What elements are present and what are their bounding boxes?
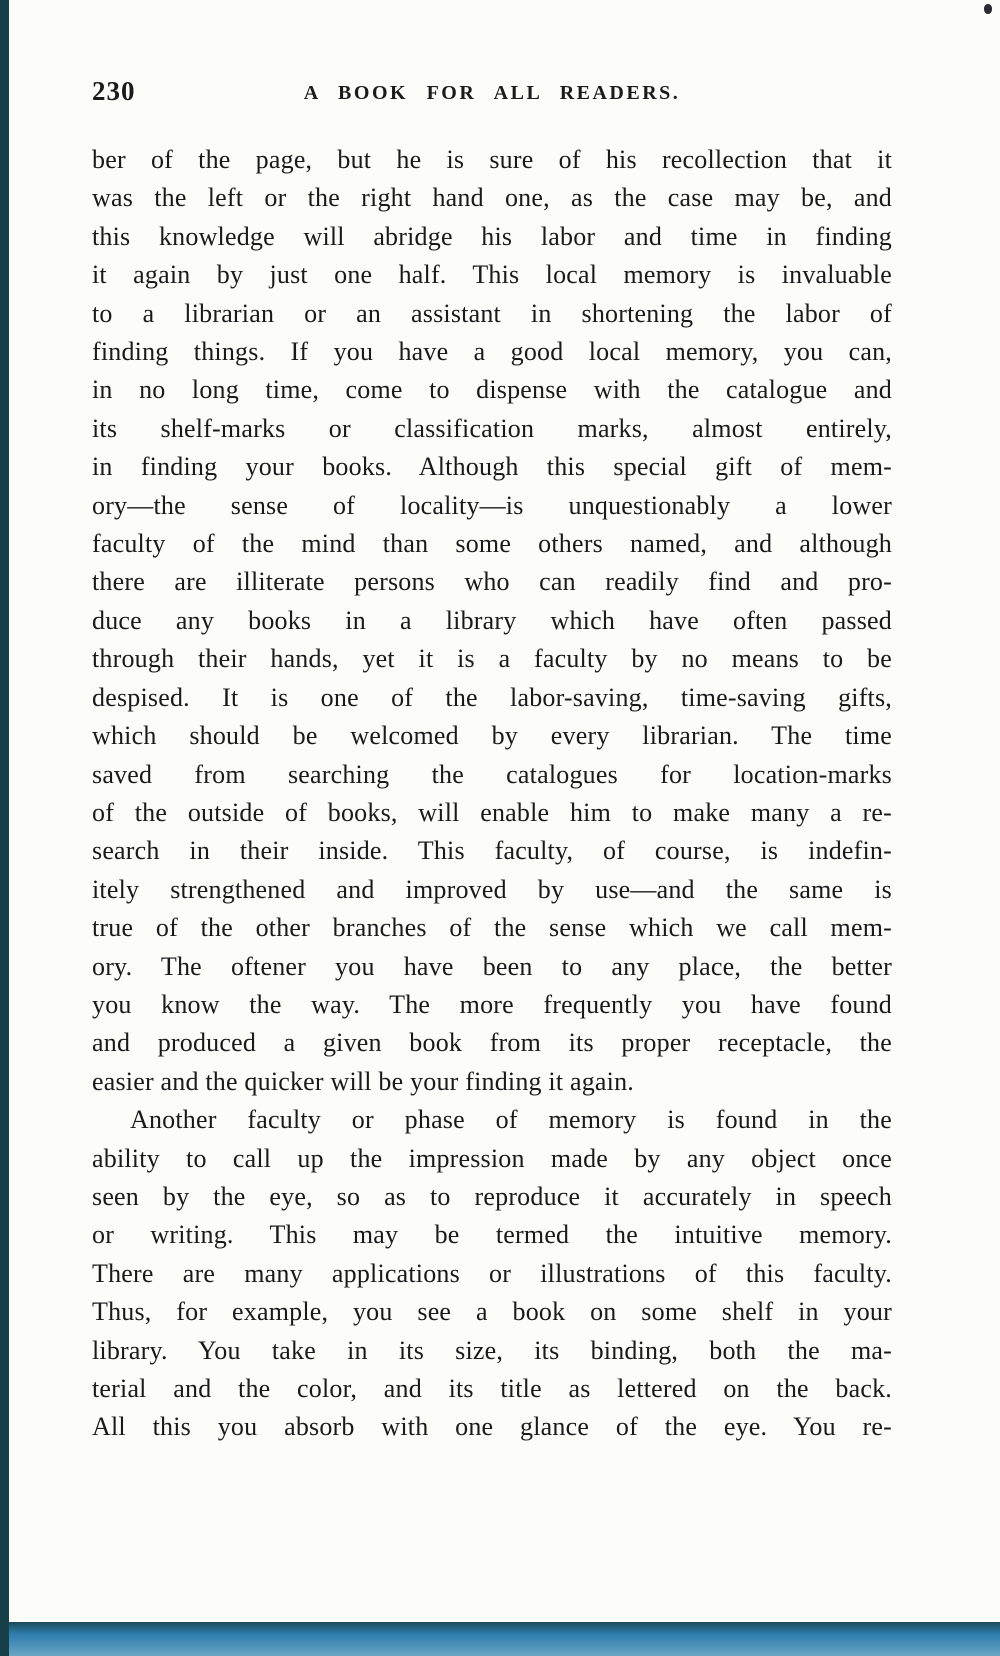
- text-line: through their hands, yet it is a faculty by no means to be: [92, 644, 892, 674]
- text-line: in no long time, come to dispense with the catalogue and: [92, 375, 892, 405]
- text-line: or writing. This may be termed the intuitive memory.: [92, 1220, 892, 1250]
- page-number: 230: [92, 76, 136, 106]
- text-line: finding things. If you have a good local memory, you can,: [92, 337, 892, 367]
- text-line: it again by just one half. This local memory is invaluable: [92, 260, 892, 290]
- scan-edge-bottom: [0, 1622, 1000, 1656]
- text-line: there are illiterate persons who can readily find and pro-: [92, 567, 892, 597]
- scan-speck-top-right: [984, 4, 992, 14]
- text-line: which should be welcomed by every librarian. The time: [92, 721, 892, 751]
- text-line: you know the way. The more frequently you have found: [92, 989, 892, 1019]
- text-line: Thus, for example, you see a book on some shelf in your: [92, 1297, 892, 1327]
- text-line: despised. It is one of the labor-saving, time-saving gifts,: [92, 682, 892, 712]
- text-line: of the outside of books, will enable him to make many a re-: [92, 797, 892, 827]
- text-line: All this you absorb with one glance of the eye. You re-: [92, 1412, 892, 1442]
- text-line: was the left or the right hand one, as the case may be, and: [92, 183, 892, 213]
- text-line: to a librarian or an assistant in shortening the labor of: [92, 298, 892, 328]
- text-line: its shelf-marks or classification marks, almost entirely,: [92, 413, 892, 443]
- paragraph: [92, 141, 892, 1101]
- paragraph: [92, 1101, 892, 1447]
- text-line: in finding your books. Although this special gift of mem-: [92, 452, 892, 482]
- text-line: search in their inside. This faculty, of course, is indefin-: [92, 836, 892, 866]
- scan-edge-left: [0, 0, 9, 1656]
- text-line: saved from searching the catalogues for location-marks: [92, 759, 892, 789]
- text-line: faculty of the mind than some others named, and although: [92, 529, 892, 559]
- text-line: terial and the color, and its title as lettered on the back.: [92, 1374, 892, 1403]
- text-line: There are many applications or illustrations of this faculty.: [92, 1258, 892, 1288]
- text-line: ory. The oftener you have been to any place, the better: [92, 951, 892, 981]
- text-line: Another faculty or phase of memory is found in the: [130, 1105, 892, 1135]
- text-line: true of the other branches of the sense which we call mem-: [92, 913, 892, 943]
- text-line: this knowledge will abridge his labor and time in finding: [92, 221, 892, 251]
- running-title: A BOOK FOR ALL READERS.: [303, 82, 681, 104]
- text-line: easier and the quicker will be your finding it again.: [92, 1066, 634, 1096]
- text-line: and produced a given book from its proper receptacle, the: [92, 1028, 892, 1058]
- body-text: [92, 141, 892, 1447]
- text-line: ory—the sense of locality—is unquestionably a lower: [92, 490, 892, 520]
- text-line: ber of the page, but he is sure of his recollection that it: [92, 145, 892, 174]
- text-line: seen by the eye, so as to reproduce it accurately in speech: [92, 1181, 892, 1211]
- text-line: library. You take in its size, its binding, both the ma-: [92, 1335, 892, 1365]
- page-header: [92, 76, 892, 116]
- text-line: duce any books in a library which have often passed: [92, 605, 892, 635]
- text-line: ability to call up the impression made by any object once: [92, 1143, 892, 1173]
- text-line: itely strengthened and improved by use—and the same is: [92, 874, 892, 904]
